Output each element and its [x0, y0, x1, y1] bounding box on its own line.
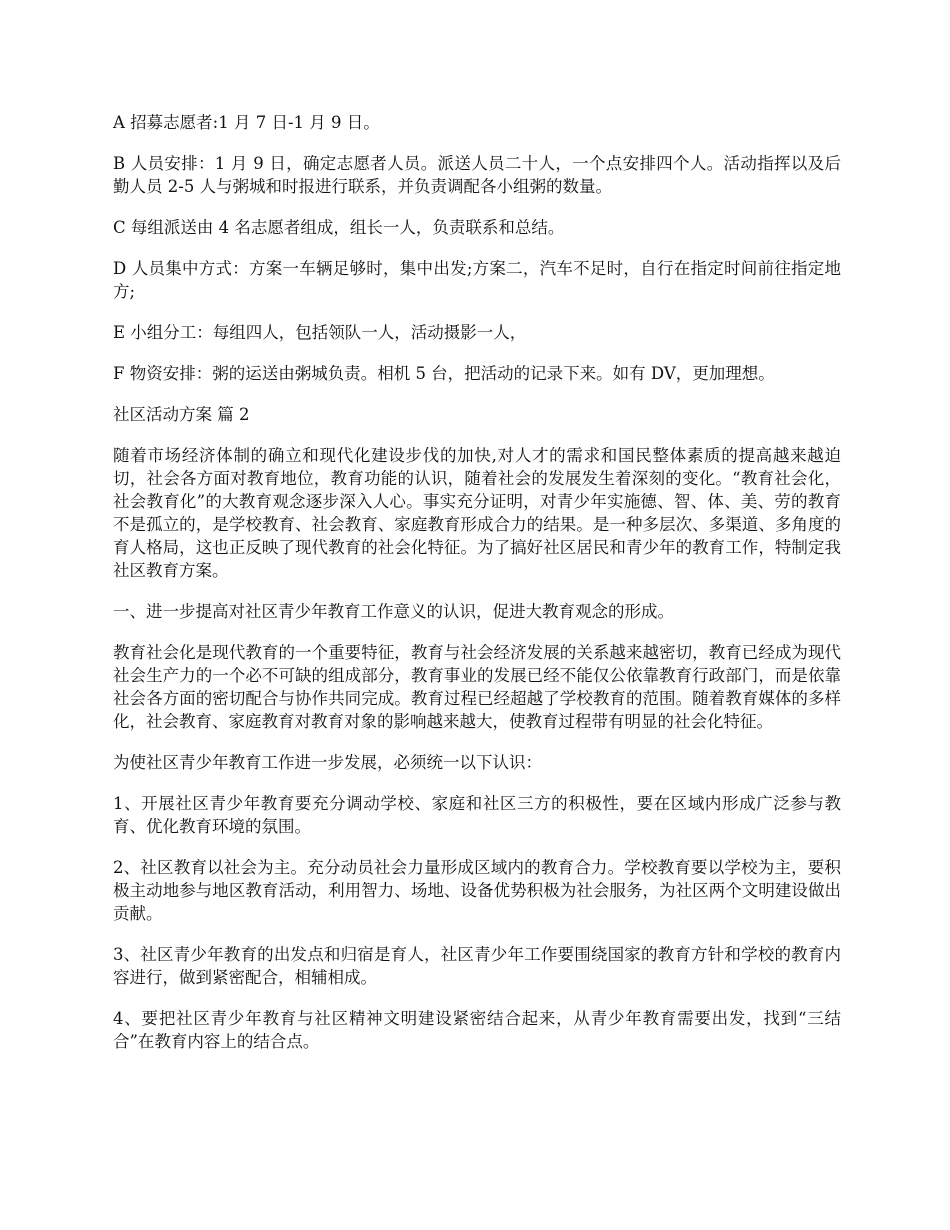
paragraph-materials: F 物资安排：粥的运送由粥城负责。相机 5 台，把活动的记录下来。如有 DV，更加理想。	[113, 364, 775, 383]
list-item-4: 4、要把社区青少年教育与社区精神文明建设紧密结合起来，从青少年教育需要出发，找到“三结合”在教育内容上的结合点。	[113, 1009, 841, 1051]
paragraph-staff-arrangement: B 人员安排：1 月 9 日，确定志愿者人员。派送人员二十人，一个点安排四个人。活动指挥以及后勤人员 2-5 人与粥城和时报进行联系，并负责调配各小组粥的数量。	[113, 154, 841, 196]
paragraph-point-one: 一、进一步提高对社区青少年教育工作意义的认识，促进大教育观念的形成。	[113, 602, 674, 621]
paragraph-socialization: 教育社会化是现代教育的一个重要特征，教育与社会经济发展的关系越来越密切，教育已经成为现代社会生产力的一个必不可缺的组成部分，教育事业的发展已经不能仅公依靠教育行政部门，而是依靠社会各方面的密切配合与协作共同完成。教育过程已经超越了学校教育的范围。随着教育媒体的多样化，社会教育、家庭教育对教育对象的影响越来越大，使教育过程带有明显的社会化特征。	[113, 643, 841, 731]
section-heading: 社区活动方案 篇 2	[113, 405, 250, 424]
list-item-3: 3、社区青少年教育的出发点和归宿是育人，社区青少年工作要围绕国家的教育方针和学校的教育内容进行，做到紧密配合，相辅相成。	[113, 945, 841, 987]
list-item-2: 2、社区教育以社会为主。充分动员社会力量形成区域内的教育合力。学校教育要以学校为主，要积极主动地参与地区教育活动，利用智力、场地、设备优势积极为社会服务，为社区两个文明建设做出贡献。	[113, 858, 841, 923]
paragraph-gathering-method: D 人员集中方式：方案一车辆足够时，集中出发;方案二，汽车不足时，自行在指定时间前往指定地方;	[113, 259, 841, 301]
paragraph-recruit-volunteers: A 招募志愿者:1 月 7 日-1 月 9 日。	[113, 113, 380, 132]
document-page	[113, 111, 841, 1071]
paragraph-group-composition: C 每组派送由 4 名志愿者组成，组长一人，负责联系和总结。	[113, 218, 565, 237]
list-item-1: 1、开展社区青少年教育要充分调动学校、家庭和社区三方的积极性，要在区域内形成广泛参与教育、优化教育环境的氛围。	[113, 794, 841, 836]
paragraph-introduction: 随着市场经济体制的确立和现代化建设步伐的加快,对人才的需求和国民整体素质的提高越来越迫切，社会各方面对教育地位，教育功能的认识，随着社会的发展发生着深刻的变化。“教育社会化，社会教育化”的大教育观念逐步深入人心。事实充分证明，对青少年实施德、智、体、美、劳的教育不是孤立的，是学校教育、社会教育、家庭教育形成合力的结果。是一种多层次、多渠道、多角度的育人格局，这也正反映了现代教育的社会化特征。为了搞好社区居民和青少年的教育工作，特制定我社区教育方案。	[113, 446, 841, 580]
paragraph-unify-understanding: 为使社区青少年教育工作进一步发展，必须统一以下认识：	[113, 753, 542, 772]
paragraph-group-division: E 小组分工：每组四人，包括领队一人，活动摄影一人，	[113, 323, 527, 342]
